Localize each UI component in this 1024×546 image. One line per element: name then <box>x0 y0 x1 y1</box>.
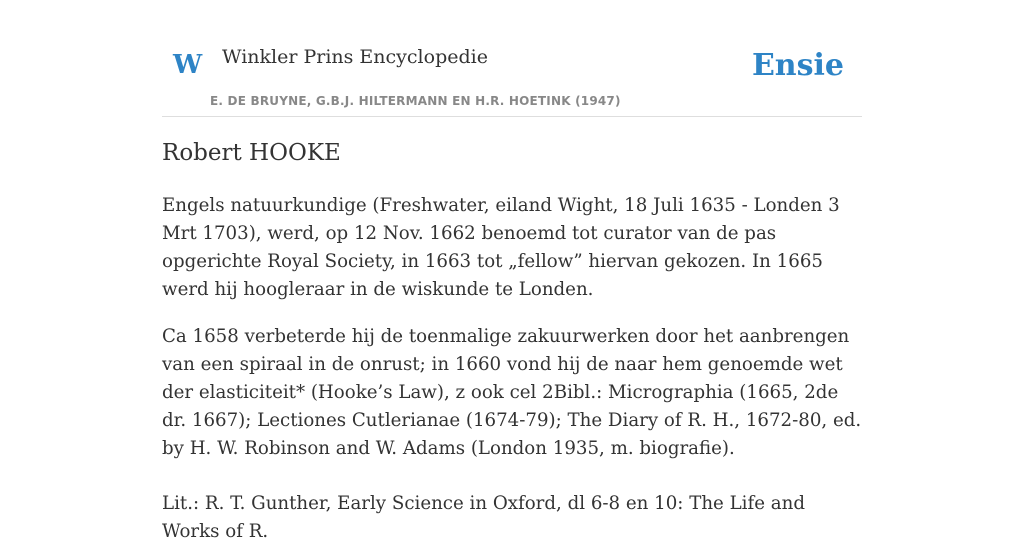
site-title[interactable]: Winkler Prins Encyclopedie <box>222 46 488 68</box>
site-header <box>162 0 862 117</box>
article-paragraph: Ca 1658 verbeterde hij de toenmalige zakuurwerken door het aanbrengen van een spiraal in de onrust; in 1660 vond hij de naar hem genoemde wet der elasticiteit* (Hooke’s Law), z ook cel 2Bibl.: Micrographia (1665, 2de dr. 1667); Lectiones Cutlerianae (1674-79); The Diary of R. H., 1672-80, ed. by H. W. Robinson and W. Adams (London 1935, m. biografie). <box>162 326 862 459</box>
winkler-prins-logo-icon[interactable]: W <box>173 50 203 80</box>
article-title: Robert HOOKE <box>162 140 341 166</box>
authors-line: E. DE BRUYNE, G.B.J. HILTERMANN EN H.R. HOETINK (1947) <box>210 94 621 108</box>
article-paragraph: Engels natuurkundige (Freshwater, eiland Wight, 18 Juli 1635 - Londen 3 Mrt 1703), werd, op 12 Nov. 1662 benoemd tot curator van de pas opgerichte Royal Society, in 1663 tot „fellow” hiervan gekozen. In 1665 werd hij hoogleraar in de wiskunde te Londen. <box>162 195 840 300</box>
article-paragraph: Lit.: R. T. Gunther, Early Science in Oxford, dl 6-8 en 10: The Life and Works of R. <box>162 493 805 542</box>
page-container <box>162 0 862 542</box>
ensie-brand-link[interactable]: Ensie <box>751 48 844 83</box>
